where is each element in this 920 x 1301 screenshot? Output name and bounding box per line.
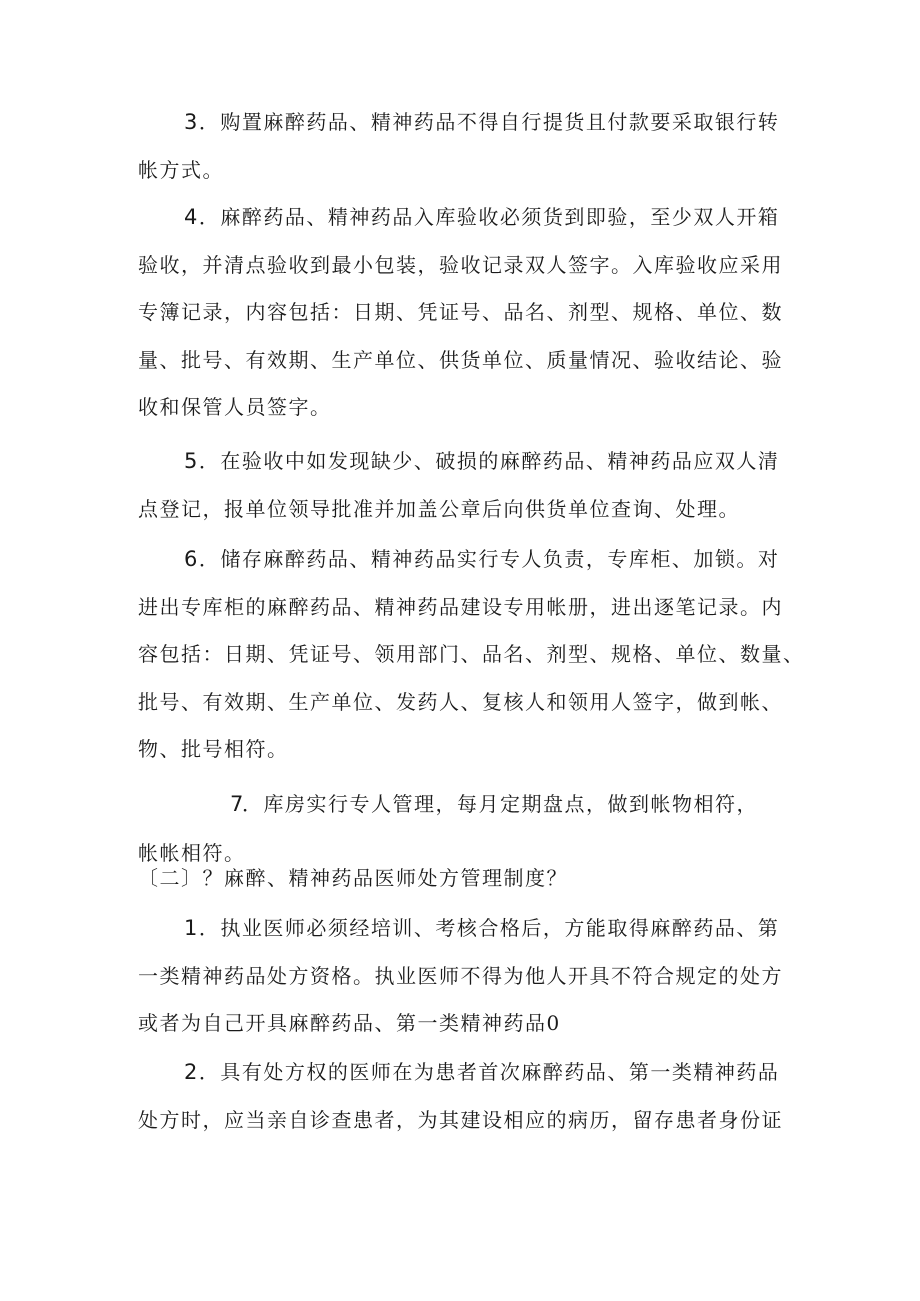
paragraph-line: 帐帐相符。 bbox=[138, 841, 246, 865]
paragraph-line: 物、批号相符。 bbox=[138, 737, 289, 761]
paragraph-line: ．在验收中如发现缺少、破损的麻醉药品、精神药品应双人清 bbox=[198, 449, 780, 473]
paragraph-line: ．具有处方权的医师在为患者首次麻醉药品、第一类精神药品 bbox=[198, 1060, 780, 1084]
paragraph-line: 批号、有效期、生产单位、发药人、复核人和领用人签字，做到帐、 bbox=[138, 689, 783, 714]
paragraph-number: 3 bbox=[184, 110, 199, 134]
paragraph-6 bbox=[138, 536, 805, 774]
paragraph-number: 4 bbox=[184, 205, 199, 229]
section-heading: 〔二〕？麻醉、精神药品医师处方管理制度？ bbox=[138, 866, 568, 890]
paragraph-4 bbox=[138, 194, 798, 432]
paragraph-line: ．库房实行专人管理，每月定期盘点，做到帐物相符， bbox=[242, 792, 758, 816]
paragraph-line: ．麻醉药品、精神药品入库验收必须货到即验，至少双人开箱 bbox=[198, 205, 780, 229]
paragraph-line: ．购置麻醉药品、精神药品不得自行提货且付款要采取银行转 bbox=[198, 110, 780, 134]
paragraph-line: 量、批号、有效期、生产单位、供货单位、质量情况、验收结论、验 bbox=[138, 347, 783, 372]
paragraph-5 bbox=[138, 438, 798, 533]
paragraph-number: 6 bbox=[184, 547, 199, 571]
paragraph-7 bbox=[138, 781, 798, 829]
paragraph-number: 7 bbox=[230, 792, 245, 816]
paragraph-line: 处方时，应当亲自诊查患者，为其建设相应的病历，留存患者身份证 bbox=[138, 1107, 783, 1132]
paragraph-line: 帐方式。 bbox=[138, 157, 224, 182]
paragraph-line: 收和保管人员签字。 bbox=[138, 395, 332, 419]
paragraph-line: 一类精神药品处方资格。执业医师不得为他人开具不符合规定的处方 bbox=[138, 963, 783, 988]
paragraph-number: 5 bbox=[184, 449, 199, 473]
paragraph-line: 或者为自己开具麻醉药品、第一类精神药品0 bbox=[138, 1011, 561, 1035]
paragraph-3 bbox=[138, 99, 798, 194]
paragraph-line: 验收，并清点验收到最小包装，验收记录双人签字。入库验收应采用 bbox=[138, 252, 783, 277]
subparagraph-1 bbox=[138, 905, 798, 1048]
paragraph-line: ．储存麻醉药品、精神药品实行专人负责，专库柜、加锁。对 bbox=[198, 547, 780, 571]
paragraph-line: 点登记，报单位领导批准并加盖公章后向供货单位查询、处理。 bbox=[138, 496, 740, 521]
paragraph-number: 2 bbox=[184, 1060, 199, 1084]
paragraph-line: ．执业医师必须经培训、考核合格后，方能取得麻醉药品、第 bbox=[198, 916, 780, 940]
paragraph-line: 专簿记录，内容包括：日期、凭证号、品名、剂型、规格、单位、数 bbox=[138, 300, 783, 324]
paragraph-line: 进出专库柜的麻醉药品、精神药品建设专用帐册，进出逐笔记录。内 bbox=[138, 594, 783, 619]
paragraph-line: 容包括：日期、凭证号、领用部门、品名、剂型、规格、单位、数量、 bbox=[138, 642, 805, 666]
paragraph-number: 1 bbox=[184, 916, 199, 940]
subparagraph-2 bbox=[138, 1049, 798, 1144]
